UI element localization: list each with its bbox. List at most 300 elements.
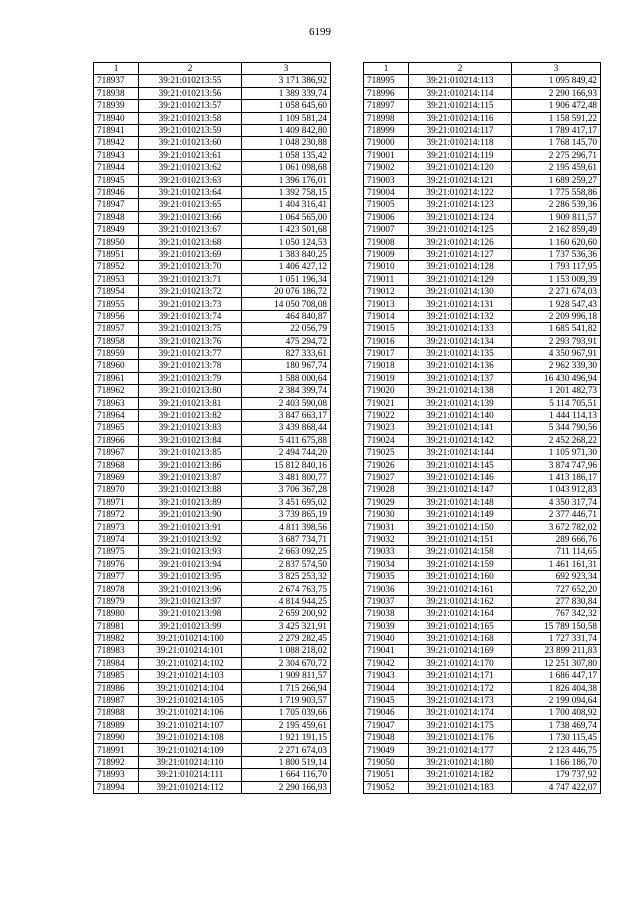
cell-value: 1 409 842,80 [242, 124, 331, 136]
cell-cadastral-number: 39:21:010214:107 [139, 719, 242, 731]
cell-value: 2 377 446,71 [512, 509, 601, 521]
cell-value: 3 687 734,71 [242, 533, 331, 545]
cell-cadastral-number: 39:21:010214:175 [409, 719, 512, 731]
right-table-body [364, 63, 601, 794]
table-row [364, 744, 601, 756]
table-row [94, 261, 331, 273]
table-row [94, 571, 331, 583]
cell-value: 1 921 191,15 [242, 732, 331, 744]
cell-value: 692 923,34 [512, 571, 601, 583]
cell-cadastral-number: 39:21:010213:72 [139, 286, 242, 298]
cell-value: 1 158 591,22 [512, 112, 601, 124]
cell-number: 718953 [94, 273, 139, 285]
cell-value: 3 451 695,02 [242, 496, 331, 508]
table-row [94, 694, 331, 706]
cell-cadastral-number: 39:21:010213:60 [139, 137, 242, 149]
table-row [94, 100, 331, 112]
cell-cadastral-number: 39:21:010214:159 [409, 558, 512, 570]
cell-number: 718991 [94, 744, 139, 756]
column-header: 2 [409, 63, 512, 75]
cell-value: 1 160 620,60 [512, 236, 601, 248]
table-row [364, 211, 601, 223]
cell-value: 2 403 590,08 [242, 397, 331, 409]
table-row [94, 719, 331, 731]
table-row [364, 310, 601, 322]
cell-cadastral-number: 39:21:010214:132 [409, 310, 512, 322]
cell-cadastral-number: 39:21:010213:80 [139, 385, 242, 397]
cell-value: 2 275 296,71 [512, 149, 601, 161]
cell-cadastral-number: 39:21:010214:131 [409, 298, 512, 310]
cell-value: 3 171 386,92 [242, 75, 331, 87]
cell-cadastral-number: 39:21:010213:90 [139, 509, 242, 521]
table-row [364, 496, 601, 508]
cell-number: 718963 [94, 397, 139, 409]
cell-value: 16 430 496,94 [512, 372, 601, 384]
table-row [364, 694, 601, 706]
table-row [364, 756, 601, 768]
table-row [364, 521, 601, 533]
cell-value: 1 383 840,25 [242, 248, 331, 260]
left-table-header-row [94, 63, 331, 75]
cell-number: 719027 [364, 471, 409, 483]
cell-value: 1 685 541,82 [512, 323, 601, 335]
table-row [364, 509, 601, 521]
cell-number: 719002 [364, 162, 409, 174]
cell-number: 719017 [364, 347, 409, 359]
table-row [94, 310, 331, 322]
column-header: 3 [242, 63, 331, 75]
cell-number: 718993 [94, 769, 139, 781]
cell-number: 718949 [94, 224, 139, 236]
cell-cadastral-number: 39:21:010214:139 [409, 397, 512, 409]
cell-value: 1 909 811,57 [242, 670, 331, 682]
cell-number: 719026 [364, 459, 409, 471]
cell-value: 767 342,32 [512, 608, 601, 620]
cell-value: 1 048 230,88 [242, 137, 331, 149]
column-header: 2 [139, 63, 242, 75]
cell-value: 464 840,87 [242, 310, 331, 322]
cell-cadastral-number: 39:21:010214:115 [409, 100, 512, 112]
cell-cadastral-number: 39:21:010213:64 [139, 186, 242, 198]
cell-number: 719019 [364, 372, 409, 384]
cell-cadastral-number: 39:21:010214:112 [139, 781, 242, 793]
table-row [364, 571, 601, 583]
table-row [94, 224, 331, 236]
cell-number: 718975 [94, 546, 139, 558]
table-row [94, 385, 331, 397]
cell-number: 718973 [94, 521, 139, 533]
cell-cadastral-number: 39:21:010214:130 [409, 286, 512, 298]
cell-value: 2 286 539,36 [512, 199, 601, 211]
cell-cadastral-number: 39:21:010213:87 [139, 471, 242, 483]
column-header: 1 [364, 63, 409, 75]
cell-number: 718956 [94, 310, 139, 322]
cell-cadastral-number: 39:21:010214:125 [409, 224, 512, 236]
cell-value: 1 051 196,34 [242, 273, 331, 285]
cell-value: 2 452 268,22 [512, 434, 601, 446]
cell-cadastral-number: 39:21:010213:61 [139, 149, 242, 161]
cell-cadastral-number: 39:21:010213:82 [139, 409, 242, 421]
cell-value: 14 050 708,08 [242, 298, 331, 310]
cell-cadastral-number: 39:21:010213:84 [139, 434, 242, 446]
table-row [94, 484, 331, 496]
cell-value: 1 800 519,14 [242, 756, 331, 768]
table-row [364, 409, 601, 421]
table-row [94, 174, 331, 186]
cell-cadastral-number: 39:21:010213:85 [139, 447, 242, 459]
cell-value: 4 747 422,07 [512, 781, 601, 793]
table-row [364, 236, 601, 248]
cell-number: 719022 [364, 409, 409, 421]
cell-cadastral-number: 39:21:010214:128 [409, 261, 512, 273]
cell-value: 1 061 098,68 [242, 162, 331, 174]
table-row [94, 162, 331, 174]
cell-value: 3 847 663,17 [242, 409, 331, 421]
cell-cadastral-number: 39:21:010213:99 [139, 620, 242, 632]
cell-value: 12 251 307,80 [512, 657, 601, 669]
cell-number: 718952 [94, 261, 139, 273]
cell-value: 711 114,65 [512, 546, 601, 558]
cell-value: 1 727 331,74 [512, 632, 601, 644]
cell-cadastral-number: 39:21:010213:83 [139, 422, 242, 434]
cell-value: 2 962 339,30 [512, 360, 601, 372]
table-row [364, 186, 601, 198]
cell-number: 719039 [364, 620, 409, 632]
cell-cadastral-number: 39:21:010214:101 [139, 645, 242, 657]
cell-value: 2 659 200,92 [242, 608, 331, 620]
cell-number: 719052 [364, 781, 409, 793]
cell-number: 719028 [364, 484, 409, 496]
cell-value: 1 058 135,42 [242, 149, 331, 161]
cell-value: 1 088 218,02 [242, 645, 331, 657]
table-row [94, 732, 331, 744]
cell-number: 718971 [94, 496, 139, 508]
cell-value: 15 812 840,16 [242, 459, 331, 471]
cell-value: 5 411 675,88 [242, 434, 331, 446]
cell-value: 289 666,76 [512, 533, 601, 545]
left-register-table [93, 62, 331, 794]
cell-cadastral-number: 39:21:010214:173 [409, 694, 512, 706]
cell-cadastral-number: 39:21:010213:58 [139, 112, 242, 124]
table-row [94, 769, 331, 781]
table-row [364, 273, 601, 285]
cell-cadastral-number: 39:21:010214:110 [139, 756, 242, 768]
cell-cadastral-number: 39:21:010214:119 [409, 149, 512, 161]
cell-value: 3 739 865,19 [242, 509, 331, 521]
cell-number: 719016 [364, 335, 409, 347]
cell-value: 2 663 092,25 [242, 546, 331, 558]
cell-number: 719009 [364, 248, 409, 260]
cell-number: 718947 [94, 199, 139, 211]
cell-value: 4 350 967,91 [512, 347, 601, 359]
cell-number: 719015 [364, 323, 409, 335]
cell-cadastral-number: 39:21:010214:100 [139, 632, 242, 644]
cell-cadastral-number: 39:21:010214:123 [409, 199, 512, 211]
cell-number: 718961 [94, 372, 139, 384]
cell-value: 1 105 971,30 [512, 447, 601, 459]
table-row [364, 682, 601, 694]
cell-number: 718957 [94, 323, 139, 335]
cell-number: 719010 [364, 261, 409, 273]
cell-number: 719029 [364, 496, 409, 508]
cell-cadastral-number: 39:21:010214:102 [139, 657, 242, 669]
table-row [364, 124, 601, 136]
table-row [364, 174, 601, 186]
cell-number: 718996 [364, 87, 409, 99]
cell-cadastral-number: 39:21:010214:117 [409, 124, 512, 136]
cell-value: 20 076 186,72 [242, 286, 331, 298]
cell-cadastral-number: 39:21:010213:71 [139, 273, 242, 285]
cell-number: 718969 [94, 471, 139, 483]
cell-number: 718999 [364, 124, 409, 136]
table-row [94, 112, 331, 124]
cell-number: 718966 [94, 434, 139, 446]
cell-number: 718946 [94, 186, 139, 198]
table-row [94, 372, 331, 384]
cell-value: 3 874 747,96 [512, 459, 601, 471]
table-row [94, 632, 331, 644]
cell-number: 719043 [364, 670, 409, 682]
cell-number: 718986 [94, 682, 139, 694]
cell-value: 1 095 849,42 [512, 75, 601, 87]
cell-value: 2 290 166,93 [242, 781, 331, 793]
cell-number: 718972 [94, 509, 139, 521]
cell-value: 1 064 565,00 [242, 211, 331, 223]
cell-number: 719003 [364, 174, 409, 186]
cell-cadastral-number: 39:21:010214:111 [139, 769, 242, 781]
cell-number: 718948 [94, 211, 139, 223]
cell-number: 719046 [364, 707, 409, 719]
cell-number: 718990 [94, 732, 139, 744]
table-row [94, 409, 331, 421]
cell-number: 719041 [364, 645, 409, 657]
cell-number: 718940 [94, 112, 139, 124]
cell-value: 1 109 581,24 [242, 112, 331, 124]
cell-value: 5 114 705,51 [512, 397, 601, 409]
cell-value: 2 837 574,50 [242, 558, 331, 570]
table-row [364, 372, 601, 384]
table-row [94, 211, 331, 223]
cell-value: 4 350 317,74 [512, 496, 601, 508]
table-row [364, 261, 601, 273]
cell-cadastral-number: 39:21:010214:165 [409, 620, 512, 632]
cell-value: 2 195 459,61 [512, 162, 601, 174]
cell-cadastral-number: 39:21:010213:78 [139, 360, 242, 372]
cell-value: 4 811 398,56 [242, 521, 331, 533]
table-row [364, 434, 601, 446]
cell-cadastral-number: 39:21:010214:172 [409, 682, 512, 694]
cell-value: 1 058 645,60 [242, 100, 331, 112]
cell-number: 718951 [94, 248, 139, 260]
cell-number: 718939 [94, 100, 139, 112]
cell-number: 719020 [364, 385, 409, 397]
table-row [94, 682, 331, 694]
cell-cadastral-number: 39:21:010214:129 [409, 273, 512, 285]
cell-number: 718977 [94, 571, 139, 583]
cell-value: 3 425 321,91 [242, 620, 331, 632]
cell-value: 2 209 996,18 [512, 310, 601, 322]
cell-number: 718965 [94, 422, 139, 434]
cell-cadastral-number: 39:21:010213:66 [139, 211, 242, 223]
table-row [364, 608, 601, 620]
table-row [94, 298, 331, 310]
cell-value: 1 928 547,43 [512, 298, 601, 310]
table-row [94, 781, 331, 793]
cell-cadastral-number: 39:21:010214:141 [409, 422, 512, 434]
table-row [364, 707, 601, 719]
cell-cadastral-number: 39:21:010214:183 [409, 781, 512, 793]
cell-cadastral-number: 39:21:010213:62 [139, 162, 242, 174]
cell-number: 719030 [364, 509, 409, 521]
cell-value: 1 705 039,66 [242, 707, 331, 719]
cell-value: 2 384 399,74 [242, 385, 331, 397]
table-row [364, 347, 601, 359]
cell-value: 179 737,92 [512, 769, 601, 781]
cell-cadastral-number: 39:21:010213:63 [139, 174, 242, 186]
table-row [94, 496, 331, 508]
cell-cadastral-number: 39:21:010213:67 [139, 224, 242, 236]
cell-number: 718980 [94, 608, 139, 620]
cell-number: 718950 [94, 236, 139, 248]
table-row [94, 422, 331, 434]
table-row [94, 521, 331, 533]
cell-value: 2 123 446,75 [512, 744, 601, 756]
cell-cadastral-number: 39:21:010214:171 [409, 670, 512, 682]
cell-cadastral-number: 39:21:010213:74 [139, 310, 242, 322]
table-row [94, 273, 331, 285]
cell-number: 718997 [364, 100, 409, 112]
cell-number: 719025 [364, 447, 409, 459]
cell-number: 719040 [364, 632, 409, 644]
cell-value: 3 706 367,28 [242, 484, 331, 496]
cell-cadastral-number: 39:21:010213:77 [139, 347, 242, 359]
cell-value: 2 290 166,93 [512, 87, 601, 99]
table-row [364, 199, 601, 211]
cell-value: 1 201 482,73 [512, 385, 601, 397]
cell-number: 719036 [364, 583, 409, 595]
table-row [364, 447, 601, 459]
cell-value: 15 789 150,58 [512, 620, 601, 632]
left-table-body [94, 63, 331, 794]
cell-number: 719008 [364, 236, 409, 248]
cell-value: 3 439 868,44 [242, 422, 331, 434]
cell-cadastral-number: 39:21:010214:158 [409, 546, 512, 558]
cell-cadastral-number: 39:21:010214:116 [409, 112, 512, 124]
cell-cadastral-number: 39:21:010213:96 [139, 583, 242, 595]
cell-number: 718992 [94, 756, 139, 768]
cell-cadastral-number: 39:21:010214:126 [409, 236, 512, 248]
cell-cadastral-number: 39:21:010213:57 [139, 100, 242, 112]
cell-number: 719045 [364, 694, 409, 706]
cell-number: 718988 [94, 707, 139, 719]
cell-number: 719048 [364, 732, 409, 744]
table-row [364, 298, 601, 310]
cell-number: 718955 [94, 298, 139, 310]
cell-value: 1 737 536,36 [512, 248, 601, 260]
cell-value: 475 294,72 [242, 335, 331, 347]
cell-value: 1 768 145,70 [512, 137, 601, 149]
cell-number: 719000 [364, 137, 409, 149]
table-row [364, 558, 601, 570]
cell-cadastral-number: 39:21:010214:169 [409, 645, 512, 657]
cell-number: 718970 [94, 484, 139, 496]
cell-number: 719044 [364, 682, 409, 694]
cell-value: 1 909 811,57 [512, 211, 601, 223]
cell-cadastral-number: 39:21:010214:182 [409, 769, 512, 781]
table-row [364, 112, 601, 124]
cell-number: 719034 [364, 558, 409, 570]
table-row [94, 471, 331, 483]
table-row [94, 670, 331, 682]
cell-cadastral-number: 39:21:010214:180 [409, 756, 512, 768]
table-row [94, 756, 331, 768]
table-row [364, 224, 601, 236]
cell-number: 718979 [94, 595, 139, 607]
table-row [94, 434, 331, 446]
cell-cadastral-number: 39:21:010214:136 [409, 360, 512, 372]
cell-number: 718967 [94, 447, 139, 459]
cell-cadastral-number: 39:21:010213:98 [139, 608, 242, 620]
cell-number: 718983 [94, 645, 139, 657]
right-register-table [363, 62, 601, 794]
cell-cadastral-number: 39:21:010213:93 [139, 546, 242, 558]
cell-value: 3 481 800,77 [242, 471, 331, 483]
cell-cadastral-number: 39:21:010214:104 [139, 682, 242, 694]
cell-value: 277 830,84 [512, 595, 601, 607]
cell-cadastral-number: 39:21:010213:75 [139, 323, 242, 335]
table-row [364, 286, 601, 298]
cell-number: 718943 [94, 149, 139, 161]
table-row [364, 484, 601, 496]
cell-number: 719012 [364, 286, 409, 298]
cell-value: 5 344 790,56 [512, 422, 601, 434]
cell-number: 719004 [364, 186, 409, 198]
table-row [364, 162, 601, 174]
cell-number: 719047 [364, 719, 409, 731]
cell-value: 1 461 161,31 [512, 558, 601, 570]
cell-cadastral-number: 39:21:010214:137 [409, 372, 512, 384]
table-row [364, 459, 601, 471]
cell-cadastral-number: 39:21:010214:140 [409, 409, 512, 421]
cell-number: 718945 [94, 174, 139, 186]
cell-cadastral-number: 39:21:010214:149 [409, 509, 512, 521]
cell-number: 719005 [364, 199, 409, 211]
table-row [94, 707, 331, 719]
cell-number: 719023 [364, 422, 409, 434]
cell-cadastral-number: 39:21:010214:161 [409, 583, 512, 595]
cell-value: 2 199 094,64 [512, 694, 601, 706]
cell-number: 718985 [94, 670, 139, 682]
cell-value: 1 423 501,68 [242, 224, 331, 236]
table-row [364, 385, 601, 397]
table-row [94, 323, 331, 335]
table-row [94, 124, 331, 136]
cell-value: 1 730 115,45 [512, 732, 601, 744]
cell-number: 718989 [94, 719, 139, 731]
table-row [364, 657, 601, 669]
cell-cadastral-number: 39:21:010213:55 [139, 75, 242, 87]
cell-cadastral-number: 39:21:010213:68 [139, 236, 242, 248]
table-row [364, 583, 601, 595]
table-row [364, 471, 601, 483]
table-row [94, 583, 331, 595]
cell-number: 719038 [364, 608, 409, 620]
cell-value: 1 392 758,15 [242, 186, 331, 198]
cell-cadastral-number: 39:21:010214:147 [409, 484, 512, 496]
cell-cadastral-number: 39:21:010213:73 [139, 298, 242, 310]
cell-cadastral-number: 39:21:010214:138 [409, 385, 512, 397]
cell-cadastral-number: 39:21:010214:176 [409, 732, 512, 744]
